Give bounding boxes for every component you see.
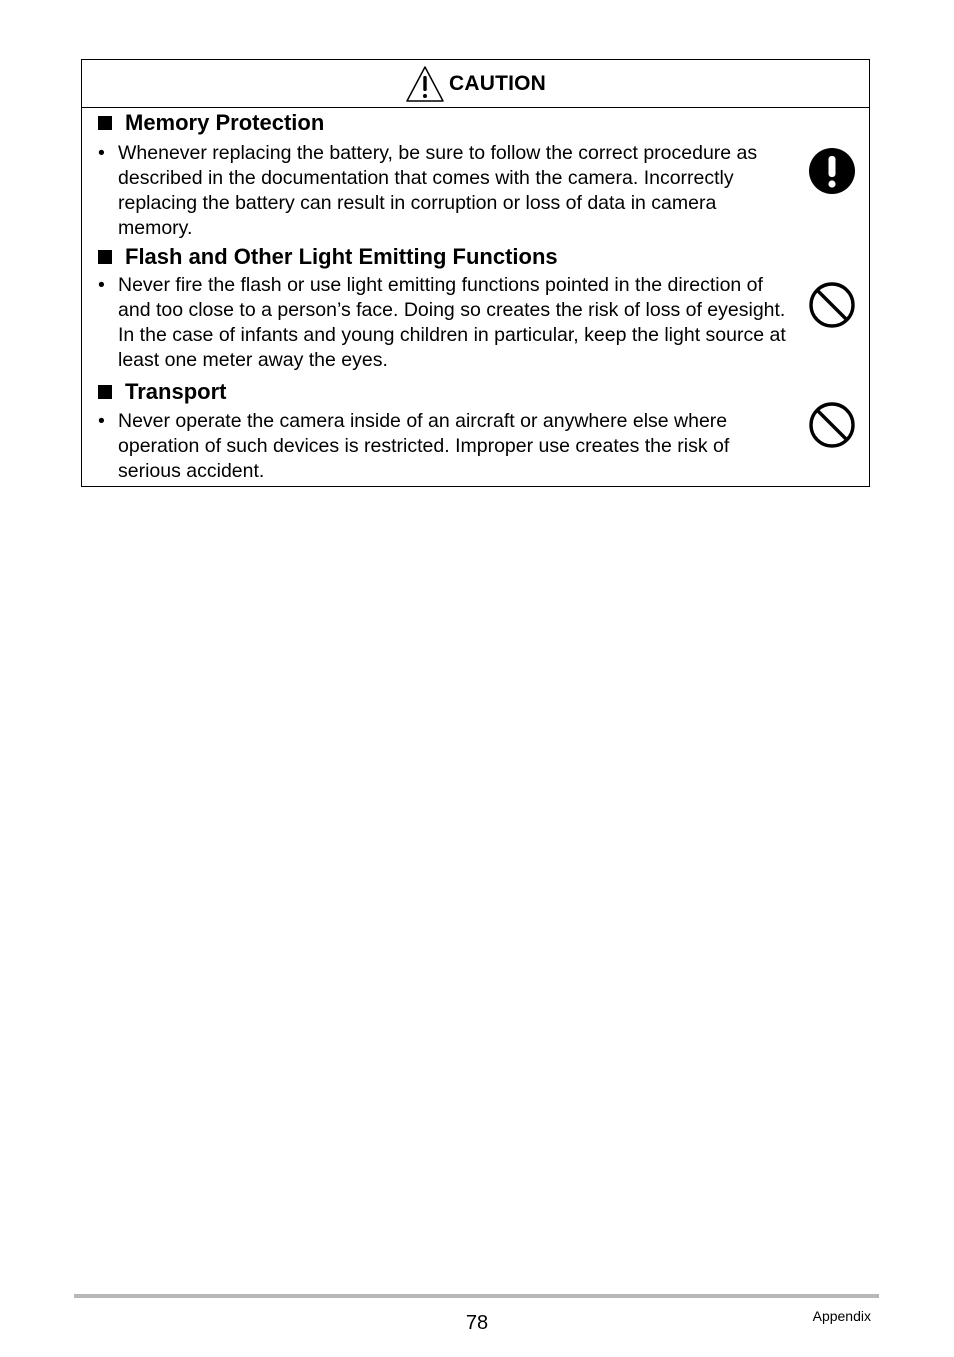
section-heading-text: Memory Protection (125, 110, 325, 135)
section-heading (82, 108, 869, 137)
caution-title: CAUTION (448, 71, 547, 95)
prohibited-icon (808, 281, 856, 329)
caution-box (81, 59, 870, 487)
warning-triangle-icon (405, 65, 445, 103)
list-item-text: Whenever replacing the battery, be sure to follow the correct procedure as described in the documentation that comes with the camera. Incorrectly replacing the battery can result in corruption or loss of data in camera memory. (118, 142, 758, 239)
list-item (82, 409, 869, 484)
list-item-text: Never fire the flash or use light emitting functions pointed in the direction of and too close to a person’s face. Doing so creates the risk of loss of eyesight. In the case of infants and young children in particular, keep the light source at least one meter away the eyes. (118, 274, 786, 371)
caution-header (82, 60, 869, 108)
bullet-dot: • (98, 274, 105, 296)
bullet-dot: • (98, 410, 105, 432)
square-bullet-icon (98, 250, 112, 264)
list-item (82, 141, 869, 241)
section-heading-text: Transport (125, 379, 227, 404)
list-item (82, 273, 869, 373)
footer-section-label: Appendix (812, 1308, 871, 1324)
bullet-dot: • (98, 142, 105, 164)
section-flash (82, 243, 869, 378)
square-bullet-icon (98, 116, 112, 130)
square-bullet-icon (98, 385, 112, 399)
section-heading-text: Flash and Other Light Emitting Functions (125, 244, 558, 269)
section-heading (82, 243, 869, 271)
exclamation-icon (808, 147, 856, 195)
section-transport (82, 378, 869, 486)
section-heading (82, 378, 869, 406)
prohibited-icon (808, 401, 856, 449)
list-item-text: Never operate the camera inside of an aircraft or anywhere else where operation of such devices is restricted. Improper use creates the risk of serious accident. (118, 410, 730, 482)
section-memory-protection (82, 108, 869, 243)
footer-divider (74, 1294, 879, 1298)
page-number: 78 (465, 1312, 489, 1334)
